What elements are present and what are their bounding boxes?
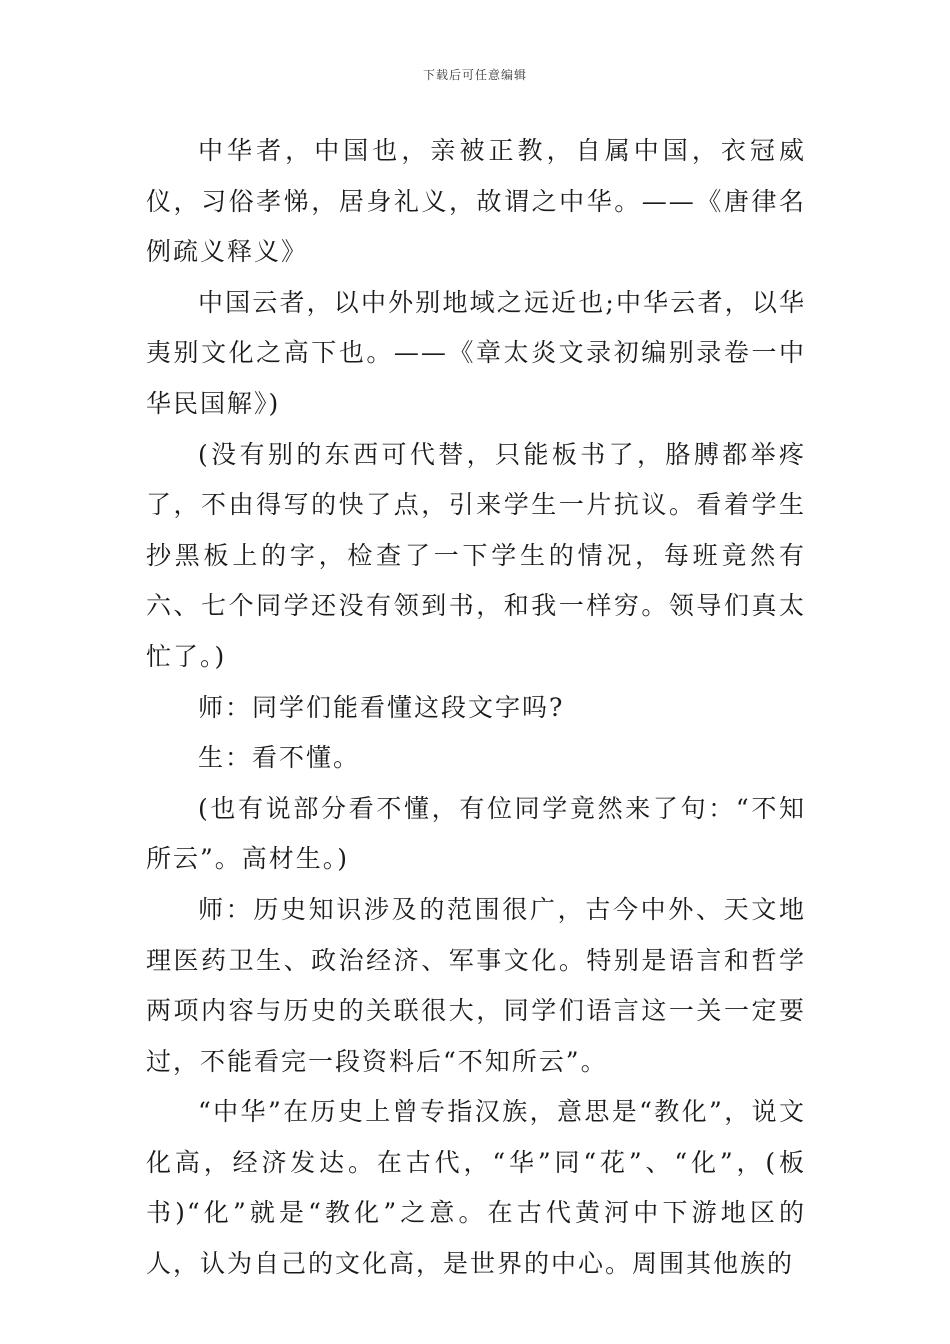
- paragraph-zhonghua-meaning: “中华”在历史上曾专指汉族，意思是“教化”，说文化高，经济发达。在古代，“华”同“花”、“化”，(板书)“化”就是“教化”之意。在古代黄河中下游地区的人，认为自己的文化高，是世界的中心。周围其他族的: [146, 1097, 806, 1279]
- paragraph-teacher-explanation: 师：历史知识涉及的范围很广，古今中外、天文地理医药卫生、政治经济、军事文化。特别是语言和哲学两项内容与历史的关联很大，同学们语言这一关一定要过，不能看完一段资料后“不知所云”。: [146, 894, 806, 1076]
- paragraph-student-remark: (也有说部分看不懂，有位同学竟然来了句：“不知所云”。高材生。): [146, 793, 806, 874]
- page-header: 下载后可任意编辑: [422, 68, 527, 82]
- document-body: [146, 126, 806, 1290]
- paragraph-teacher-question: 师：同学们能看懂这段文字吗?: [198, 692, 565, 722]
- paragraph-student-answer: 生：看不懂。: [198, 743, 361, 773]
- paragraph-quote-zhang-taiyan: 中国云者，以中外别地域之远近也;中华云者，以华夷别文化之高下也。——《章太炎文录初编别录卷一中华民国解》): [146, 287, 806, 418]
- paragraph-quote-tang-code: 中华者，中国也，亲被正教，自属中国，衣冠威仪，习俗孝悌，居身礼义，故谓之中华。——《唐律名例疏义释义》: [146, 136, 806, 267]
- paragraph-teacher-note: (没有别的东西可代替，只能板书了，胳膊都举疼了，不由得写的快了点，引来学生一片抗议。看着学生抄黑板上的字，检查了一下学生的情况，每班竟然有六、七个同学还没有领到书，和我一样穷。领导们真太忙了。): [146, 439, 806, 671]
